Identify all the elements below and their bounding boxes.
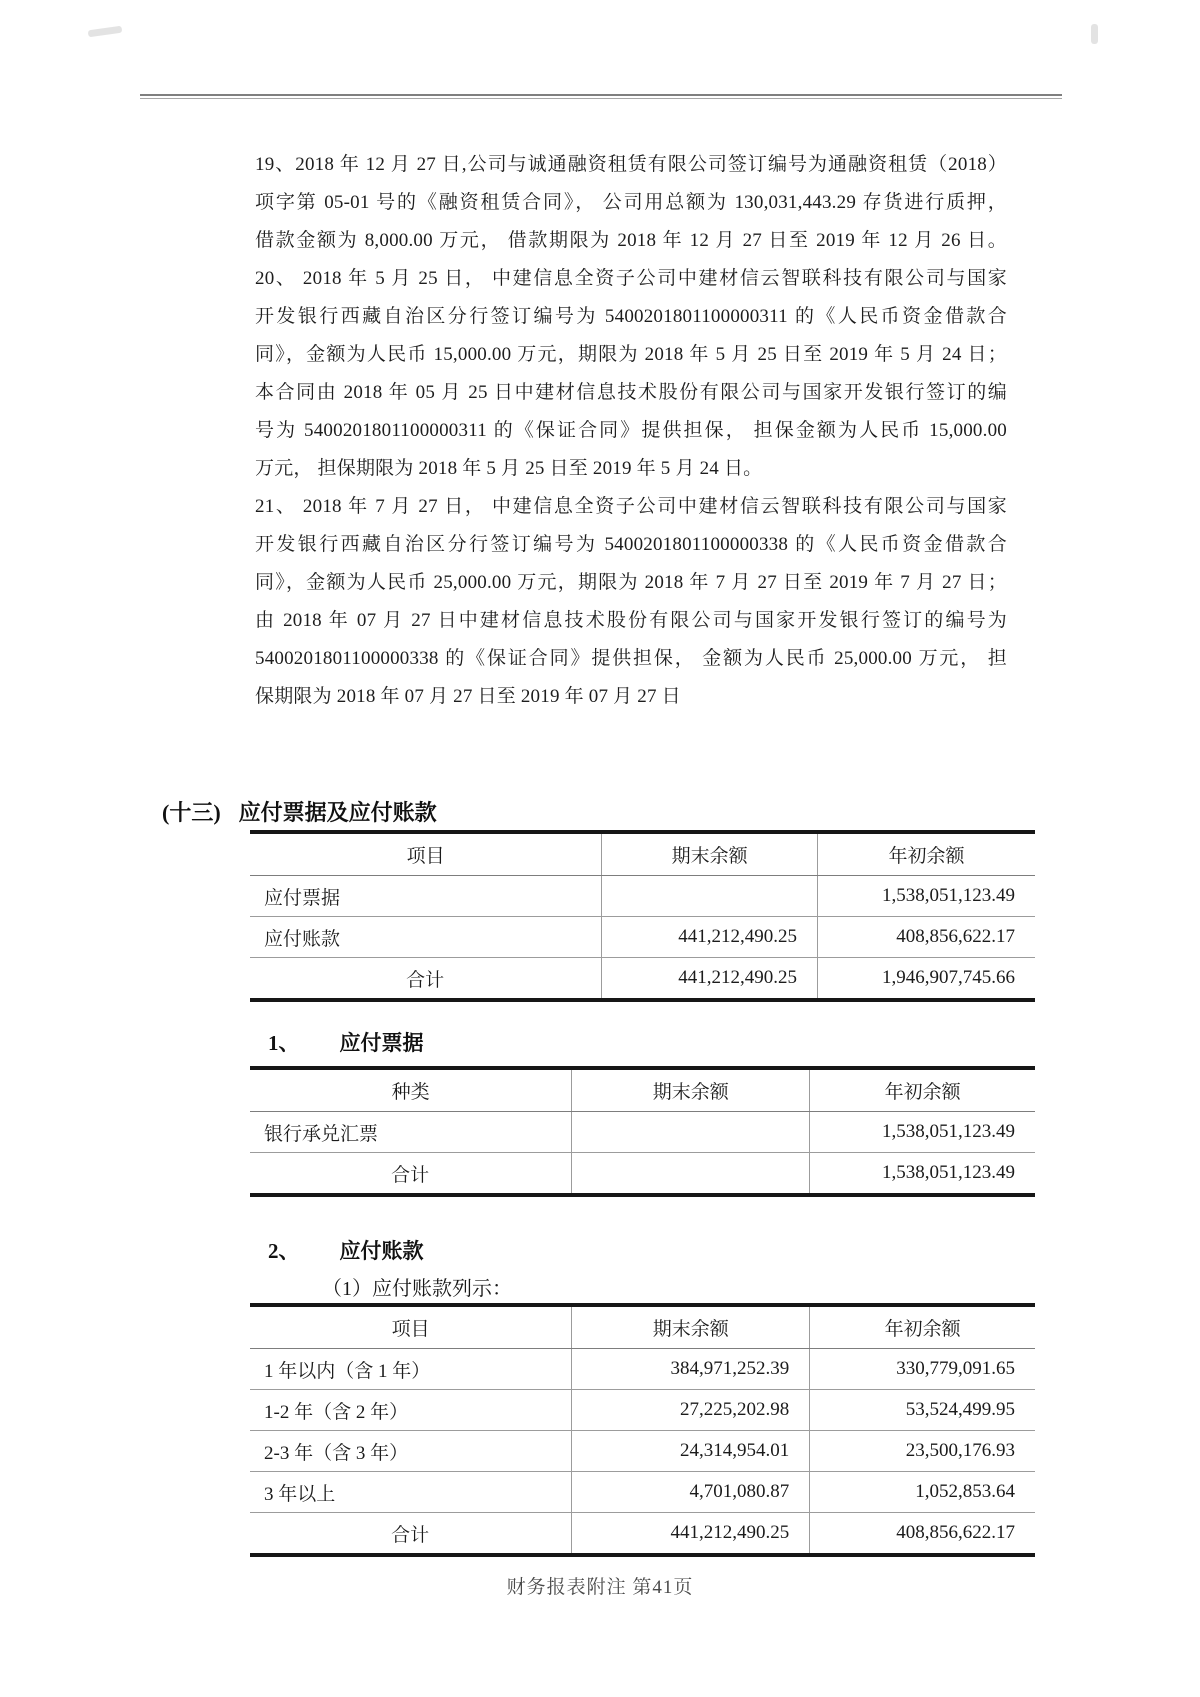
cell-total-label: 合计 [250, 1513, 572, 1556]
subsection-1-title: 应付票据 [339, 1031, 424, 1055]
cell-item: 1-2 年（含 2 年） [250, 1390, 572, 1431]
col-header-ending-balance: 期末余额 [602, 832, 818, 876]
table-row [250, 876, 1035, 917]
col-header-ending-balance: 期末余额 [572, 1305, 810, 1349]
cell-ending-balance: 4,701,080.87 [572, 1472, 810, 1513]
cell-beginning-balance: 1,052,853.64 [915, 1481, 1015, 1502]
cell-beginning-balance: 408,856,622.17 [896, 1522, 1015, 1543]
cell-ending-balance: 384,971,252.39 [572, 1349, 810, 1390]
cell-item: 3 年以上 [250, 1472, 572, 1513]
paragraph-line: 20、 2018 年 5 月 25 日， 中建信息全资子公司中建材信云智联科技有限公司与国家 [255, 268, 1007, 289]
cell-beginning-balance: 408,856,622.17 [896, 926, 1015, 947]
cell-type: 银行承兑汇票 [250, 1112, 572, 1153]
subsection-1-number: 1、 [268, 1031, 300, 1055]
paragraph-line: 号为 5400201801100000311 的《保证合同》提供担保， 担保金额为人民币 15,000.00 [255, 420, 1007, 441]
cell-item: 1 年以内（含 1 年） [250, 1349, 572, 1390]
col-header-type: 种类 [250, 1068, 572, 1112]
cell-ending-balance [572, 1153, 810, 1196]
table-row [250, 1472, 1035, 1513]
col-header-ending-balance: 期末余额 [572, 1068, 810, 1112]
cell-item: 2-3 年（含 3 年） [250, 1431, 572, 1472]
table-row [250, 1390, 1035, 1431]
cell-beginning-balance: 53,524,499.95 [905, 1399, 1015, 1420]
cell-total-label: 合计 [250, 1153, 572, 1196]
col-header-beginning-balance: 年初余额 [810, 1068, 1035, 1112]
subsection-2-item-label: （1）应付账款列示： [322, 1278, 512, 1300]
paragraph-line: 本合同由 2018 年 05 月 25 日中建材信息技术股份有限公司与国家开发银行签订的编 [255, 382, 1007, 403]
table-header-row [250, 1305, 1035, 1349]
table-row [250, 1431, 1035, 1472]
paragraph-line: 21、 2018 年 7 月 27 日， 中建信息全资子公司中建材信云智联科技有限公司与国家 [255, 496, 1007, 517]
cell-beginning-balance: 1,538,051,123.49 [882, 885, 1015, 906]
cell-beginning-balance: 1,946,907,745.66 [882, 967, 1015, 988]
paragraph-line: 借款金额为 8,000.00 万元， 借款期限为 2018 年 12 月 27 日至 2019 年 12 月 26 日。 [255, 230, 1007, 251]
payables-summary-table [250, 830, 1035, 1002]
cell-ending-balance: 441,212,490.25 [602, 958, 818, 1001]
cell-ending-balance: 441,212,490.25 [572, 1513, 810, 1556]
table-total-row [250, 1513, 1035, 1556]
page-footer: 财务报表附注 第41页 [506, 1577, 694, 1598]
scan-artifact [1091, 24, 1098, 44]
cell-beginning-balance: 330,779,091.65 [896, 1358, 1015, 1379]
table-header-row [250, 1068, 1035, 1112]
cell-ending-balance: 24,314,954.01 [572, 1431, 810, 1472]
paragraph-line: 保期限为 2018 年 07 月 27 日至 2019 年 07 月 27 日 [255, 686, 681, 707]
cell-beginning-balance: 1,538,051,123.49 [882, 1121, 1015, 1142]
cell-beginning-balance: 1,538,051,123.49 [882, 1162, 1015, 1183]
body-paragraphs [255, 146, 1007, 716]
subsection-1-heading [268, 1030, 424, 1056]
paragraph-line: 开发银行西藏自治区分行签订编号为 5400201801100000311 的《人民币资金借款合 [255, 306, 1007, 327]
subsection-2-title: 应付账款 [339, 1239, 424, 1263]
table-header-row [250, 832, 1035, 876]
cell-item: 应付票据 [250, 876, 602, 917]
cell-ending-balance [602, 876, 818, 917]
col-header-beginning-balance: 年初余额 [818, 832, 1035, 876]
cell-item: 应付账款 [250, 917, 602, 958]
table-total-row [250, 1153, 1035, 1196]
col-header-beginning-balance: 年初余额 [810, 1305, 1035, 1349]
paragraph-line: 同》，金额为人民币 25,000.00 万元，期限为 2018 年 7 月 27 日至 2019 年 7 月 27 日； [255, 572, 1007, 593]
subsection-2-heading [268, 1238, 424, 1264]
col-header-item: 项目 [250, 832, 602, 876]
section-13-number: (十三) [162, 800, 221, 825]
accounts-payable-aging-table [250, 1303, 1035, 1557]
paragraph-line: 5400201801100000338 的《保证合同》提供担保， 金额为人民币 25,000.00 万元， 担 [255, 648, 1007, 669]
header-rule [140, 94, 1062, 99]
table-total-row [250, 958, 1035, 1001]
section-13-heading [162, 799, 437, 827]
cell-ending-balance: 27,225,202.98 [572, 1390, 810, 1431]
scan-artifact [88, 26, 123, 38]
cell-beginning-balance: 23,500,176.93 [905, 1440, 1015, 1461]
table-row [250, 1112, 1035, 1153]
cell-total-label: 合计 [250, 958, 602, 1001]
col-header-item: 项目 [250, 1305, 572, 1349]
paragraph-line: 万元， 担保期限为 2018 年 5 月 25 日至 2019 年 5 月 24 日。 [255, 458, 763, 479]
paragraph-line: 开发银行西藏自治区分行签订编号为 5400201801100000338 的《人民币资金借款合 [255, 534, 1007, 555]
cell-ending-balance: 441,212,490.25 [602, 917, 818, 958]
section-13-title: 应付票据及应付账款 [238, 800, 437, 825]
cell-ending-balance [572, 1112, 810, 1153]
notes-payable-table [250, 1066, 1035, 1197]
paragraph-line: 项字第 05-01 号的《融资租赁合同》， 公司用总额为 130,031,443.29 存货进行质押， [255, 192, 1007, 213]
paragraph-line: 19、2018 年 12 月 27 日,公司与诚通融资租赁有限公司签订编号为通融资租赁（2018） [255, 154, 1007, 175]
paragraph-line: 由 2018 年 07 月 27 日中建材信息技术股份有限公司与国家开发银行签订的编号为 [255, 610, 1007, 631]
paragraph-line: 同》，金额为人民币 15,000.00 万元，期限为 2018 年 5 月 25 日至 2019 年 5 月 24 日； [255, 344, 1007, 365]
subsection-2-number: 2、 [268, 1239, 300, 1263]
table-row [250, 917, 1035, 958]
table-row [250, 1349, 1035, 1390]
